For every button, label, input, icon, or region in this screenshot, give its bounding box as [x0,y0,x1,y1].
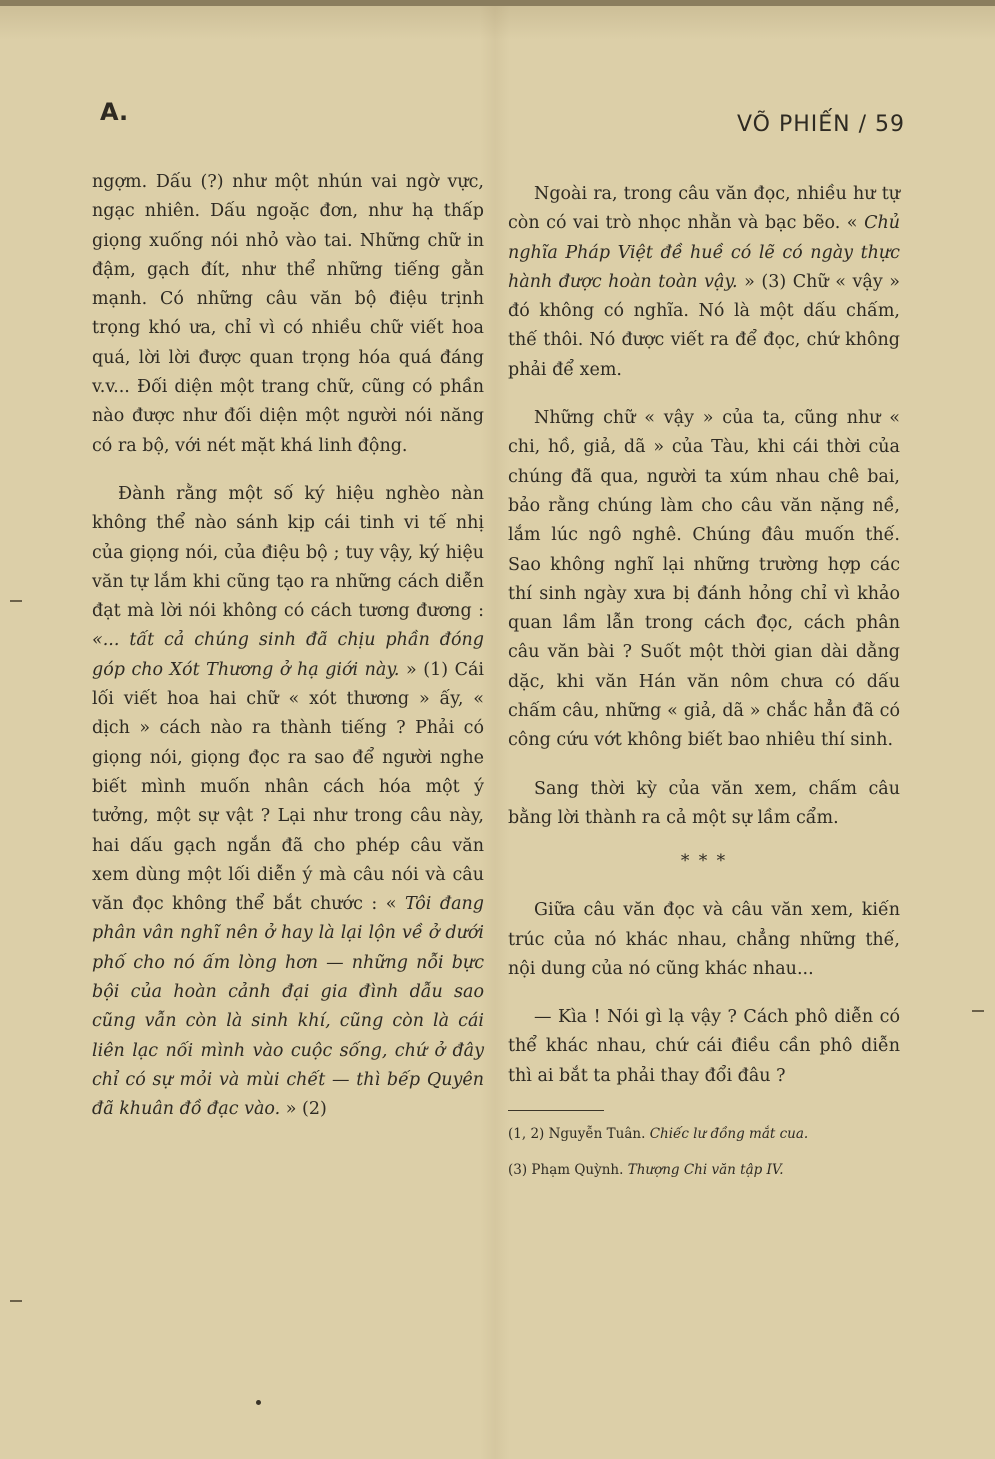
footnote-1-title: Chiếc lư đồng mắt cua. [649,1126,809,1143]
footnote-rule [508,1110,604,1111]
left-p2-text-c: » (2) [280,1099,327,1120]
margin-mark [10,1300,22,1302]
footnote-1-2 [508,1123,900,1145]
left-p2-text-a: Đành rằng một số ký hiệu nghèo nàn không thể nào sánh kịp cái tinh vi tế nhị của giọng nói, của điệu bộ ; tuy vậy, ký hiệu văn tự lắm khi cũng tạo ra những cách diễn đạt mà lời nói không có cách tương đương : [92,483,484,622]
section-separator: * * * [680,851,728,872]
right-paragraph-2: Những chữ « vậy » của ta, cũng như « chi, hồ, giả, dã » của Tàu, khi cái thời của chúng đã qua, người ta xúm nhau chê bai, bảo rằng chúng làm cho câu văn nặng nề, lắm lúc ngô nghê. Chúng đâu muốn thế. Sao không nghĩ lại những trường hợp các thí sinh ngày xưa bị đánh hỏng chỉ vì khảo quan lầm lẫn trong cách đọc, cách phân câu văn bài ? Suốt một thời gian dài dằng dặc, khi văn Hán văn nôm chưa có dấu chấm câu, những « giả, dã » chắc hẳn đã có công cứu vớt không biết bao nhiêu thí sinh. [508,408,900,751]
page-corner-mark: A. [100,98,129,126]
right-paragraph-4: Giữa câu văn đọc và câu văn xem, kiến trúc của nó khác nhau, chẳng những thế, nội dung của nó cũng khác nhau... [508,900,900,979]
left-paragraph-1: ngợm. Dấu (?) như một nhún vai ngờ vực, ngạc nhiên. Dấu ngoặc đơn, như hạ thấp giọng xuống nói nhỏ vào tai. Những chữ in đậm, gạch đít, như thể những tiếng gằn mạnh. Có những câu văn bộ điệu trịnh trọng khó ưa, chỉ vì có nhiều chữ viết hoa quá, lời lời được quan trọng hóa quá đáng v.v... Đối diện một trang chữ, cũng có phần nào được như đối diện một người nói năng có ra bộ, với nét mặt khá linh động. [92,172,484,456]
footnote-3 [508,1159,900,1181]
left-p2-quote-1: «... tất cả chúng sinh đã chịu phần đóng góp cho Xót Thương ở hạ giới này. [92,630,484,680]
left-column [92,168,484,1144]
margin-mark [972,1010,984,1012]
right-p1-quote: Chủ nghĩa Pháp Việt đề huề có lẽ có ngày thực hành được hoàn toàn vậy. [508,213,900,292]
footnote-3-title: Thượng Chi văn tập IV. [627,1162,784,1179]
left-paragraph-2 [92,480,484,1125]
right-p1-text-a: Ngoài ra, trong câu văn đọc, nhiều hư tự còn có vai trò nhọc nhằn và bạc bẽo. « [508,184,900,234]
right-paragraph-5: — Kìa ! Nói gì lạ vậy ? Cách phô diễn có thể khác nhau, chứ cái điều cần phô diễn thì ai bắt ta phải thay đổi đâu ? [508,1007,900,1086]
right-p1-text-b: » (3) Chữ « vậy » đó không có nghĩa. Nó là một dấu chấm, thế thôi. Nó được viết ra để đọc, chứ không phải để xem. [508,271,900,380]
left-p2-text-b: » (1) Cái lối viết hoa hai chữ « xót thương » ấy, « dịch » cách nào ra thành tiếng ? Phải có giọng nói, giọng đọc ra sao để người nghe biết mình muốn nhân cách hóa một ý tưởng, một sự vật ? Lại như trong câu này, hai dấu gạch ngắn đã cho phép câu văn xem dùng một lối diễn ý mà câu nói và câu văn đọc không thể bắt chước : « [92,659,484,915]
footnote-3-author: (3) Phạm Quỳnh. [508,1162,628,1179]
page-top-edge [0,0,995,6]
right-column [508,180,900,1195]
margin-mark [10,600,22,602]
right-paragraph-3: Sang thời kỳ của văn xem, chấm câu bằng lời thành ra cả một sự lầm cẩm. [508,778,900,828]
right-paragraph-1 [508,180,900,385]
left-p2-quote-2: Tôi đang phân vân nghĩ nên ở hay là lại lộn về ở dưới phố cho nó ấm lòng hơn — những nỗi bực bội của hoàn cảnh đại gia đình dẫu sao cũng vẫn còn là sinh khí, cũng còn là cái liên lạc nối mình vào cuộc sống, chứ ở đây chỉ có sự mỏi và mùi chết — thì bếp Quyên đã khuân đồ đạc vào. [92,894,484,1120]
running-header: VÕ PHIẾN / 59 [736,112,905,137]
page-speck [256,1400,261,1405]
footnote-1-author: (1, 2) Nguyễn Tuân. [508,1126,650,1143]
